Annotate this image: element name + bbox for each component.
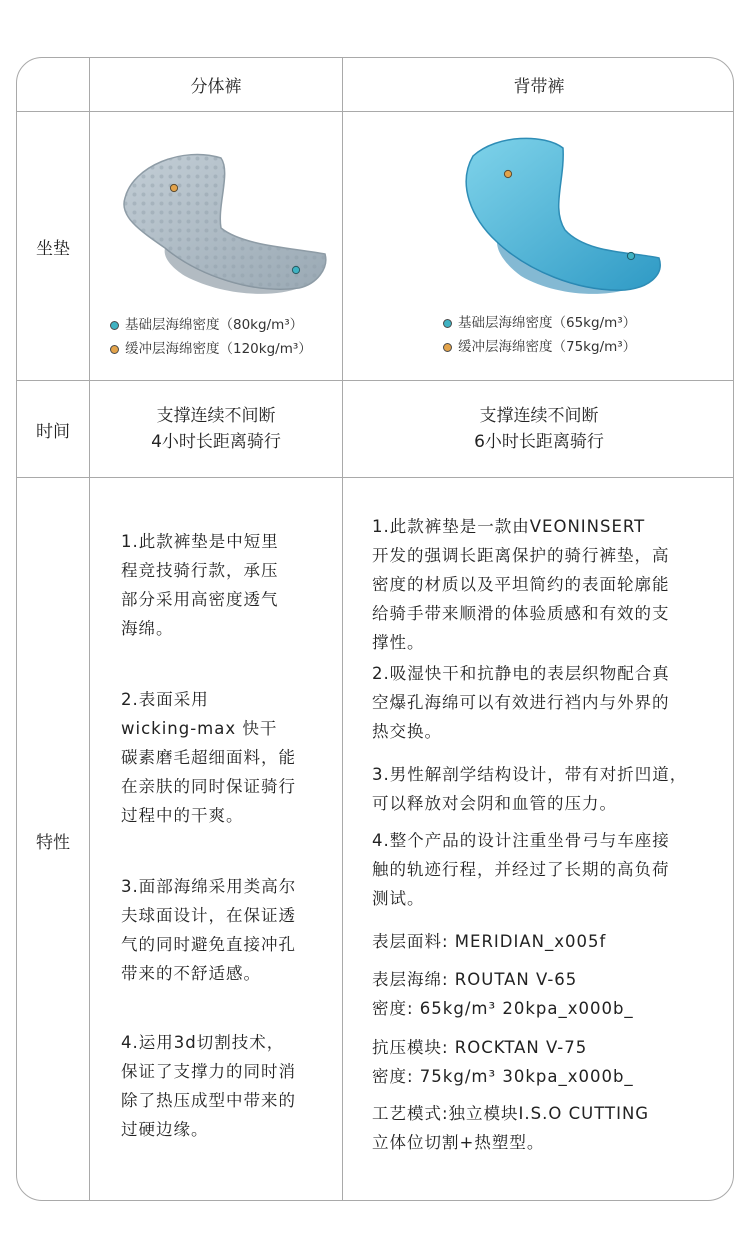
header-bib-shorts: 背带裤 <box>513 77 565 97</box>
time-right: 支撑连续不间断 6小时长距离骑行 <box>474 406 604 452</box>
legend-item: 基础层海绵密度（65kg/m³） <box>443 311 636 335</box>
teal-dot-icon <box>110 321 119 330</box>
right-density-legend <box>443 311 636 359</box>
row-label-time: 时间 <box>36 421 70 442</box>
row-divider <box>17 380 733 381</box>
column-divider <box>89 58 90 1200</box>
gray-chamois-pad-image <box>103 136 333 301</box>
column-divider <box>342 58 343 1200</box>
row-label-seat: 坐垫 <box>36 238 70 259</box>
teal-dot-icon <box>443 319 452 328</box>
right-spec-module: 抗压模块: ROCKTAN V-75 密度: 75kg/m³ 30kpa_x000b_ <box>372 1038 634 1086</box>
legend-item: 缓冲层海绵密度（75kg/m³） <box>443 335 636 359</box>
right-spec-fabric: 表层面料: MERIDIAN_x005f <box>372 932 607 951</box>
amber-dot-icon <box>443 343 452 352</box>
left-feature-3: 3.面部海绵采用类高尔 夫球面设计，在保证透 气的同时避免直接冲孔 带来的不舒适感。 <box>121 877 297 983</box>
right-spec-foam: 表层海绵: ROUTAN V-65 密度: 65kg/m³ 20kpa_x000b_ <box>372 970 634 1018</box>
amber-dot-icon <box>110 345 119 354</box>
blue-chamois-pad-image <box>447 126 667 301</box>
left-density-legend <box>110 313 312 361</box>
legend-item: 基础层海绵密度（80kg/m³） <box>110 313 312 337</box>
right-spec-process: 工艺模式:独立模块I.S.O CUTTING 立体位切割+热塑型。 <box>372 1104 650 1152</box>
legend-item: 缓冲层海绵密度（120kg/m³） <box>110 337 312 361</box>
time-left: 支撑连续不间断 4小时长距离骑行 <box>151 406 281 452</box>
right-feature-3: 3.男性解剖学结构设计，带有对折凹道， 可以释放对会阴和血管的压力。 <box>372 765 688 813</box>
comparison-table <box>16 57 734 1201</box>
right-feature-2: 2.吸湿快干和抗静电的表层织物配合真 空爆孔海绵可以有效进行裆内与外界的 热交换。 <box>372 664 670 741</box>
right-feature-4: 4.整个产品的设计注重坐骨弓与车座接 触的轨迹行程，并经过了长期的高负荷 测试。 <box>372 831 670 908</box>
left-feature-1: 1.此款裤垫是中短里 程竞技骑行款，承压 部分采用高密度透气 海绵。 <box>121 532 279 638</box>
right-feature-1: 1.此款裤垫是一款由VEONINSERT 开发的强调长距离保护的骑行裤垫，高 密度的材质以及平坦简约的表面轮廓能 给骑手带来顺滑的体验质感和有效的支 撑性。 <box>372 517 670 652</box>
row-label-features: 特性 <box>36 832 70 853</box>
left-feature-2: 2.表面采用 wicking-max 快干 碳素磨毛超细面料，能 在亲肤的同时保证骑行 过程中的干爽。 <box>121 690 296 825</box>
left-feature-4: 4.运用3d切割技术， 保证了支撑力的同时消 除了热压成型中带来的 过硬边缘。 <box>121 1033 296 1139</box>
header-split-shorts: 分体裤 <box>190 77 242 97</box>
row-divider <box>17 111 733 112</box>
row-divider <box>17 477 733 478</box>
